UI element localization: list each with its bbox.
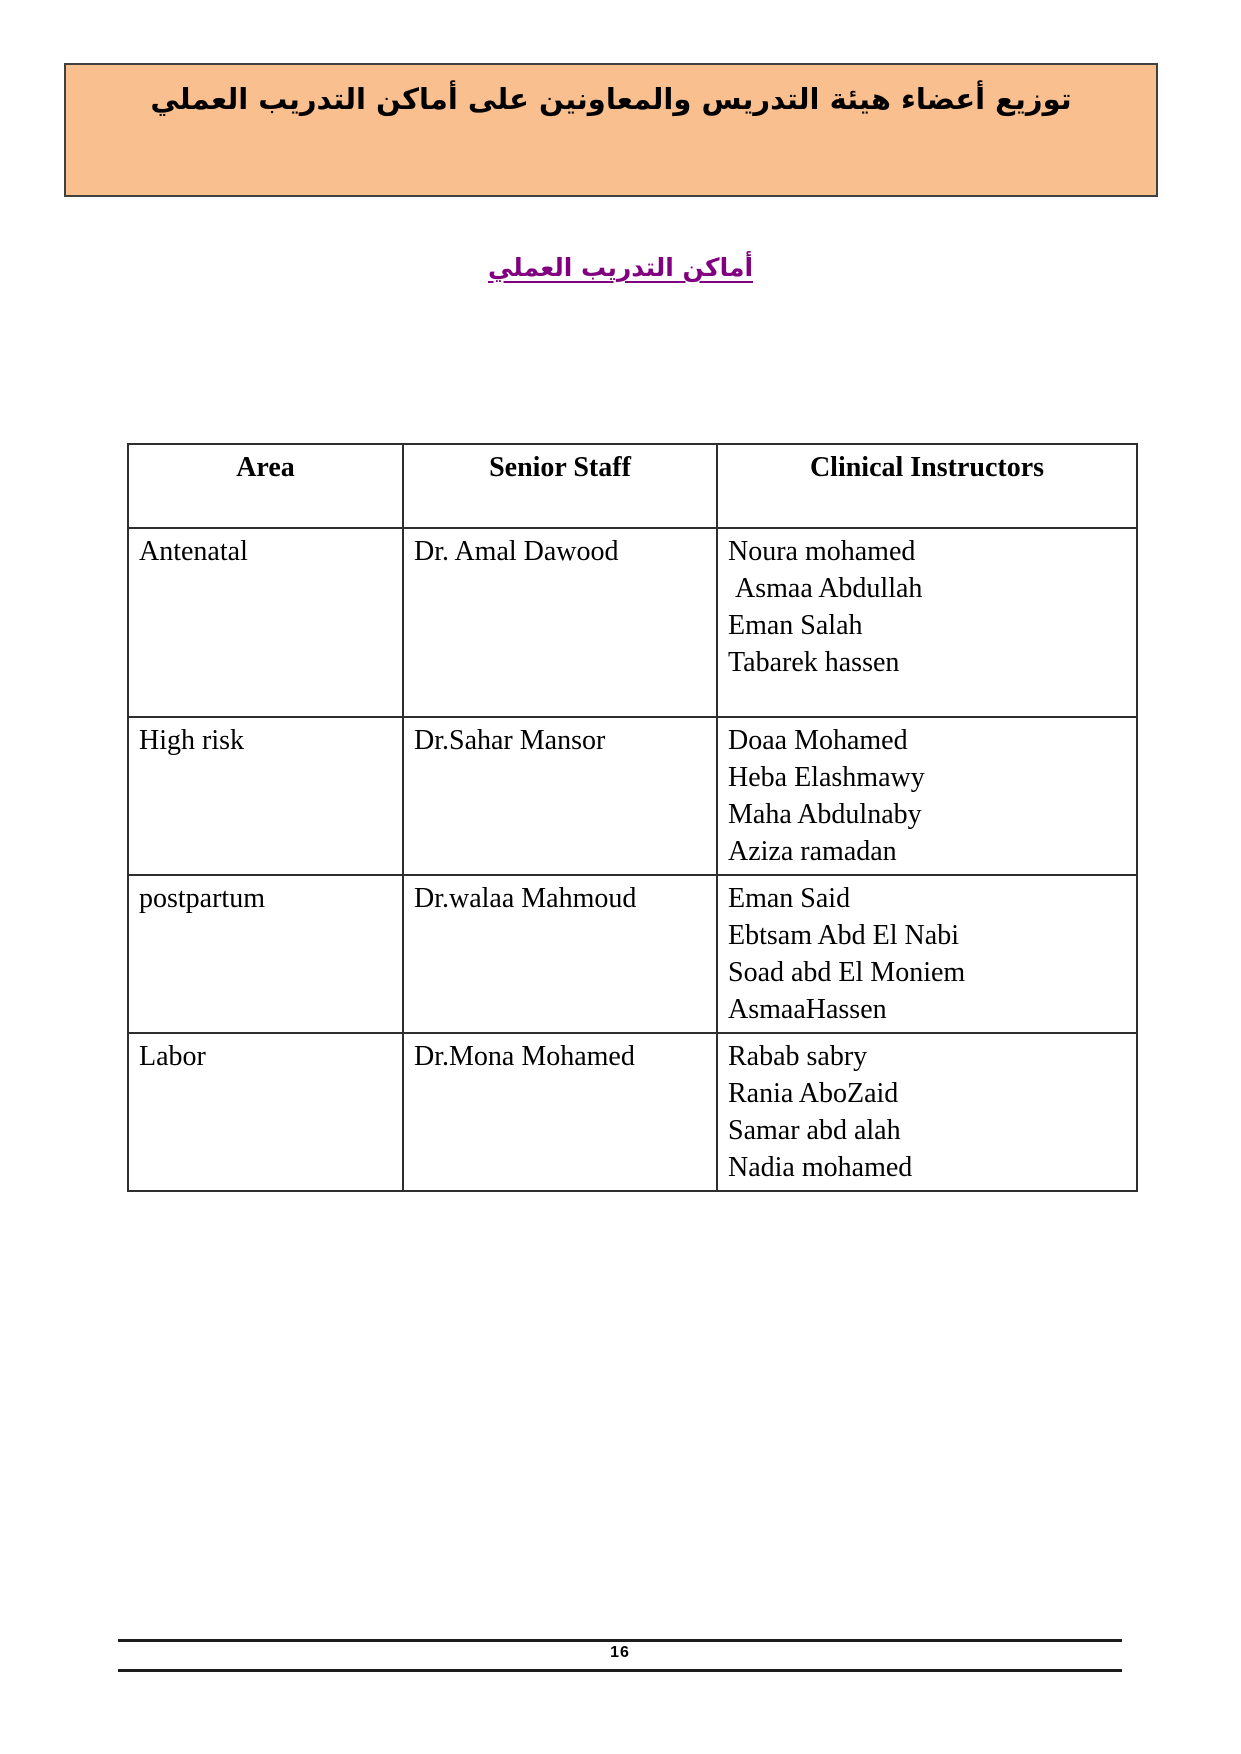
area-cell: postpartum [128,875,403,1033]
senior-staff-cell: Dr. Amal Dawood [403,528,717,717]
instructor-name: Nadia mohamed [728,1152,913,1183]
instructor-name: Asmaa Abdullah [728,573,923,604]
training-assignments-table [127,443,1138,1192]
instructor-name: Ebtsam Abd El Nabi [728,920,959,951]
instructor-name: Maha Abdulnaby [728,799,922,830]
column-header-senior-staff: Senior Staff [403,444,717,528]
title-banner [64,63,1158,197]
instructor-name: Aziza ramadan [728,836,897,867]
instructor-name: Samar abd alah [728,1115,901,1146]
footer-rule-top [118,1639,1122,1642]
page-number: 16 [610,1644,630,1661]
senior-staff-cell: Dr.Mona Mohamed [403,1033,717,1191]
instructor-name: Soad abd El Moniem [728,957,966,988]
instructors-cell [717,1033,1137,1191]
instructor-name: AsmaaHassen [728,994,887,1025]
instructor-name: Doaa Mohamed [728,725,908,756]
area-cell: Labor [128,1033,403,1191]
column-header-clinical-instructors: Clinical Instructors [717,444,1137,528]
senior-staff-cell: Dr.walaa Mahmoud [403,875,717,1033]
table-row-labor [128,1033,1137,1191]
instructor-name: Noura mohamed [728,536,916,567]
instructor-name: Heba Elashmawy [728,762,925,793]
instructor-name: Eman Said [728,883,851,914]
table-header-row [128,444,1137,528]
instructors-cell [717,875,1137,1033]
footer-rule-bottom [118,1669,1122,1672]
section-subtitle-arabic: أماكن التدريب العملي [487,253,754,282]
instructor-name: Rabab sabry [728,1041,868,1072]
instructors-cell [717,717,1137,875]
table-row-antenatal [128,528,1137,717]
document-title-arabic: توزيع أعضاء هيئة التدريس والمعاونين على أماكن التدريب العملي [150,82,1072,116]
instructor-name: Rania AboZaid [728,1078,899,1109]
table-row-postpartum [128,875,1137,1033]
instructors-cell [717,528,1137,717]
instructor-name: Tabarek hassen [728,647,900,678]
table-row-high-risk [128,717,1137,875]
area-cell: Antenatal [128,528,403,717]
area-cell: High risk [128,717,403,875]
senior-staff-cell: Dr.Sahar Mansor [403,717,717,875]
instructor-name: Eman Salah [728,610,863,641]
column-header-area: Area [128,444,403,528]
